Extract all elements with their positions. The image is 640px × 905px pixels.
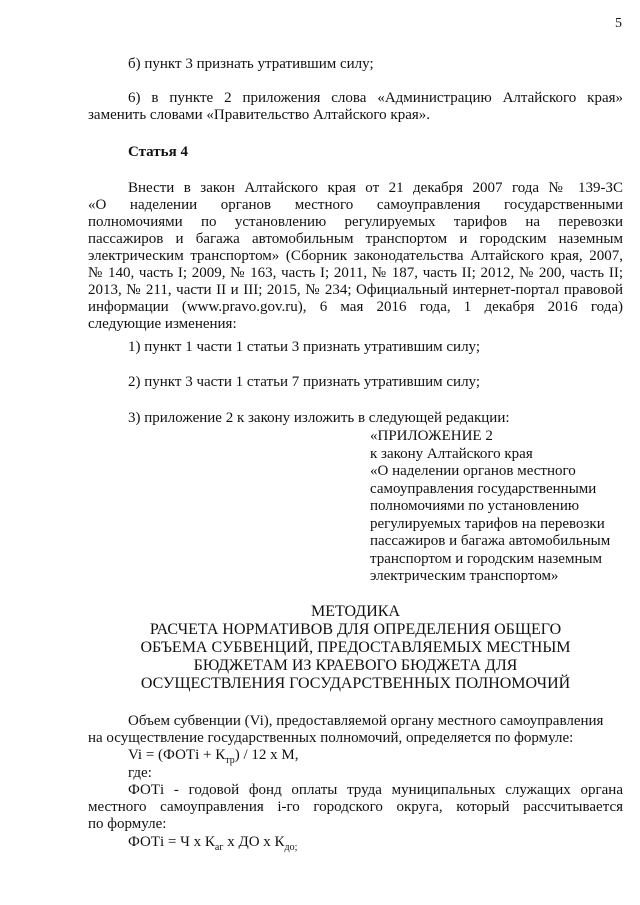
formula-subsidy (128, 747, 298, 764)
methodology-title-line: БЮДЖЕТАМ ИЗ КРАЕВОГО БЮДЖЕТА ДЛЯ (193, 657, 518, 674)
methodology-title-line: ОСУЩЕСТВЛЕНИЯ ГОСУДАРСТВЕННЫХ ПОЛНОМОЧИЙ (140, 675, 571, 692)
appendix-line: электрическим транспортом» (370, 568, 559, 584)
change-item-2: 2) пункт 3 части 1 статьи 7 признать утратившим силу; (128, 374, 481, 390)
formula-fot-sub2: до; (284, 842, 298, 853)
formula-fot-sub1: аг (214, 842, 224, 853)
appendix-header (370, 428, 630, 586)
appendix-line: «О наделении органов местного (370, 463, 576, 479)
intro-paragraph (88, 713, 623, 747)
appendix-line: транспортом и городским наземным (370, 550, 603, 567)
article-line: № 140, часть I; 2009, № 163, часть I; 2011, № 187, часть II; 2012, № 200, часть II; (88, 265, 623, 281)
item-v-line: 6) в пункте 2 приложения слова «Администрацию Алтайского края» (128, 90, 623, 106)
formula-subsidy-suffix: ) / 12 х М, (234, 747, 299, 763)
formula-fot (128, 834, 297, 851)
formula-subsidy-prefix: Vi = (ФОТi + К (128, 747, 226, 763)
appendix-line: «ПРИЛОЖЕНИЕ 2 (370, 428, 493, 444)
article-line: Внести в закон Алтайского края от 21 декабря 2007 года № 139-ЗС (128, 180, 623, 196)
appendix-line: самоуправления государственными (370, 480, 597, 497)
methodology-title-line: МЕТОДИКА (310, 603, 400, 620)
formula-subsidy-sub: тр (225, 755, 235, 766)
article-title: Статья 4 (128, 144, 188, 160)
appendix-line: регулируемых тарифов на перевозки (370, 515, 605, 532)
formula-fot-b: х ДО х К (223, 834, 285, 850)
intro-line: на осуществление государственных полномочий, определяется по формуле: (88, 730, 574, 746)
article-line: полномочиями по установлению регулируемых тарифов на перевозки (88, 214, 623, 230)
methodology-title (88, 603, 623, 693)
fot-line: ФОТi - годовой фонд оплаты труда муниципальных служащих органа (128, 782, 623, 798)
article-text (88, 180, 623, 333)
methodology-title-line: ОБЪЕМА СУБВЕНЦИЙ, ПРЕДОСТАВЛЯЕМЫХ МЕСТНЫМ (140, 639, 571, 656)
article-line: следующие изменения: (88, 316, 237, 332)
formula-fot-a: ФОТi = Ч х К (128, 834, 215, 850)
item-v (88, 90, 623, 124)
appendix-line: к закону Алтайского края (370, 445, 533, 462)
page-number: 5 (615, 16, 622, 31)
article-line: информации (www.pravo.gov.ru), 6 мая 2016 года, 1 декабря 2016 года) (88, 299, 623, 315)
item-b: б) пункт 3 признать утратившим силу; (128, 56, 374, 72)
article-line: электрическим транспортом» (Сборник законодательства Алтайского края, 2007, (88, 248, 623, 264)
change-item-3: 3) приложение 2 к закону изложить в следующей редакции: (128, 410, 510, 426)
appendix-line: пассажиров и багажа автомобильным (370, 533, 611, 549)
article-line: «О наделении органов местного самоуправления государственными (88, 197, 623, 213)
item-v-line: заменить словами «Правительство Алтайского края». (88, 107, 431, 123)
where-label: где: (128, 765, 152, 781)
appendix-line: полномочиями по установлению (370, 498, 580, 514)
article-line: 2013, № 211, части II и III; 2015, № 234; Официальный интернет-портал правовой (88, 282, 623, 298)
fot-line: местного самоуправления i-го городского округа, который рассчитывается (88, 799, 623, 815)
methodology-title-line: РАСЧЕТА НОРМАТИВОВ ДЛЯ ОПРЕДЕЛЕНИЯ ОБЩЕГО (149, 621, 562, 638)
article-line: пассажиров и багажа автомобильным транспортом и городским наземным (88, 231, 623, 247)
change-item-1: 1) пункт 1 части 1 статьи 3 признать утратившим силу; (128, 339, 481, 355)
fot-line: по формуле: (88, 816, 167, 832)
fot-paragraph (88, 782, 623, 833)
intro-line: Объем субвенции (Vi), предоставляемой органу местного самоуправления (128, 713, 604, 729)
